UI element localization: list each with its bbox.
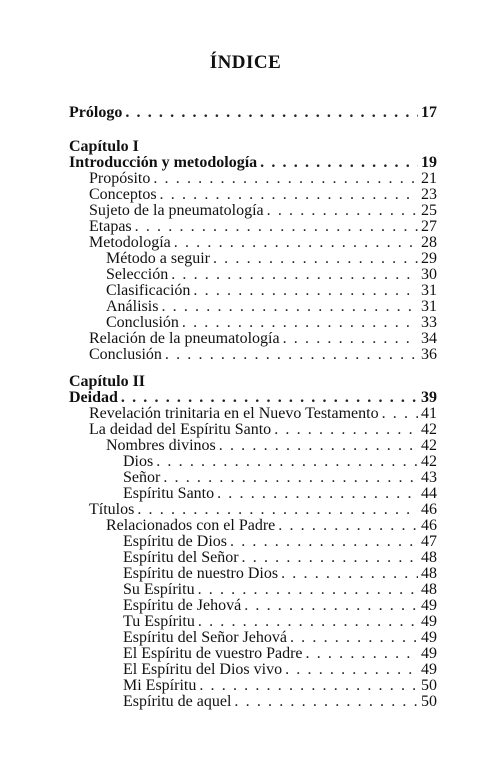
toc-entry-page: 49 [421,629,437,646]
toc-entry-page: 49 [421,661,437,678]
toc-entry-label: El Espíritu del Dios vivo [123,661,283,678]
toc-entry-label: Relacionados con el Padre [106,517,276,534]
toc-entry-page: 47 [421,533,437,550]
toc-entry-page: 25 [421,202,437,219]
chapter-2-heading [69,389,437,405]
toc-subsubentry [123,581,437,597]
dot-leader [165,346,418,364]
toc-subsubentry [123,613,437,629]
toc-entry [89,421,437,437]
toc-entry-label: Clasificación [106,282,191,299]
toc-subsubentry [123,629,437,645]
toc-entry [89,218,437,234]
toc-entry-label: Prólogo [69,104,123,121]
toc-entry-label: Propósito [89,170,151,187]
toc-entry-label: Espíritu de aquel [123,693,232,710]
toc-entry-label: Análisis [106,298,159,315]
toc-entry-page: 33 [421,314,437,331]
toc-entry-prologo [69,104,437,120]
toc-entry-page: 36 [421,346,437,363]
toc-entry-label: Conceptos [89,186,157,203]
toc-entry-label: Selección [106,266,169,283]
chapter-1-title: Capítulo I [69,138,139,155]
toc-entry-label: Espíritu de Dios [123,533,227,550]
toc-entry-label: Conclusión [106,314,179,331]
toc-entry-label: Deidad [69,389,118,406]
toc-entry-page: 50 [421,677,437,694]
toc-entry-page: 49 [421,613,437,630]
toc-entry-label: Método a seguir [106,250,210,267]
toc-subentry [106,437,437,453]
toc-entry-page: 46 [421,517,437,534]
toc-entry-label: Espíritu del Señor Jehová [123,629,287,646]
toc-subsubentry [123,533,437,549]
toc-entry-label: Relación de la pneumatología [89,330,280,347]
toc-entry-page: 30 [421,266,437,283]
toc-subentry [106,266,437,282]
toc-entry-page: 41 [421,405,437,422]
toc-subsubentry [123,677,437,693]
toc-entry-page: 43 [421,469,437,486]
toc-subsubentry [123,661,437,677]
toc-entry-label: Conclusión [89,346,162,363]
toc-entry-page: 17 [421,104,437,121]
toc-entry-page: 42 [421,453,437,470]
toc-subentry [106,314,437,330]
toc-entry-page: 50 [421,693,437,710]
toc-entry-label: Señor [123,469,161,486]
toc-entry-label: Espíritu del Señor [123,549,239,566]
toc-entry-page: 49 [421,645,437,662]
toc-entry-label: Sujeto de la pneumatología [89,202,264,219]
toc-subsubentry [123,565,437,581]
toc-entry-page: 31 [421,282,437,299]
toc-subsubentry [123,693,437,709]
toc-entry-label: Su Espíritu [123,581,195,598]
toc-subentry [106,250,437,266]
toc-subsubentry [123,597,437,613]
toc-entry-page: 48 [421,549,437,566]
toc-entry-label: Etapas [89,218,132,235]
toc-subentry [106,282,437,298]
toc-entry-label: Espíritu de nuestro Dios [123,565,279,582]
toc-entry-page: 42 [421,421,437,438]
toc-entry-page: 48 [421,565,437,582]
toc-entry-label: Dios [123,453,154,470]
toc-entry-page: 34 [421,330,437,347]
toc-entry-label: Títulos [89,501,135,518]
toc-entry-page: 44 [421,485,437,502]
toc-entry-label: Revelación trinitaria en el Nuevo Testamento [89,405,379,422]
toc-entry [89,330,437,346]
toc-entry-label: Introducción y metodología [69,154,258,171]
toc-entry-label: Nombres divinos [106,437,216,454]
chapter-1-heading [69,154,437,170]
toc-entry-page: 48 [421,581,437,598]
toc-entry [89,202,437,218]
toc-subsubentry [123,453,437,469]
toc-entry [89,405,437,421]
toc-subsubentry [123,469,437,485]
toc-entry-page: 49 [421,597,437,614]
toc-entry-label: Mi Espíritu [123,677,197,694]
toc-entry-page: 28 [421,234,437,251]
toc-entry-label: Metodología [89,234,171,251]
toc-entry-label: Tu Espíritu [123,613,195,630]
toc-subentry [106,298,437,314]
toc-entry-label: Espíritu de Jehová [123,597,242,614]
dot-leader [234,693,418,711]
toc-entry [89,186,437,202]
toc-subsubentry [123,645,437,661]
toc-entry-page: 29 [421,250,437,267]
toc-entry [89,501,437,517]
toc-entry-page: 23 [421,186,437,203]
toc-entry [89,234,437,250]
toc-subsubentry [123,485,437,501]
toc-entry-label: El Espíritu de vuestro Padre [123,645,303,662]
toc-entry-page: 19 [421,154,437,171]
toc-subentry [106,517,437,533]
toc-entry-page: 46 [421,501,437,518]
toc-entry-label: La deidad del Espíritu Santo [89,421,272,438]
toc-subsubentry [123,549,437,565]
chapter-2-title: Capítulo II [69,373,146,390]
toc-entry-page: 31 [421,298,437,315]
toc-entry-page: 27 [421,218,437,235]
toc-entry-page: 39 [421,389,437,406]
dot-leader [125,104,418,122]
toc-entry [89,346,437,362]
toc-entry-page: 21 [421,170,437,187]
page-title: ÍNDICE [209,52,282,73]
toc-entry [89,170,437,186]
toc-entry-page: 42 [421,437,437,454]
toc-entry-label: Espíritu Santo [123,485,215,502]
